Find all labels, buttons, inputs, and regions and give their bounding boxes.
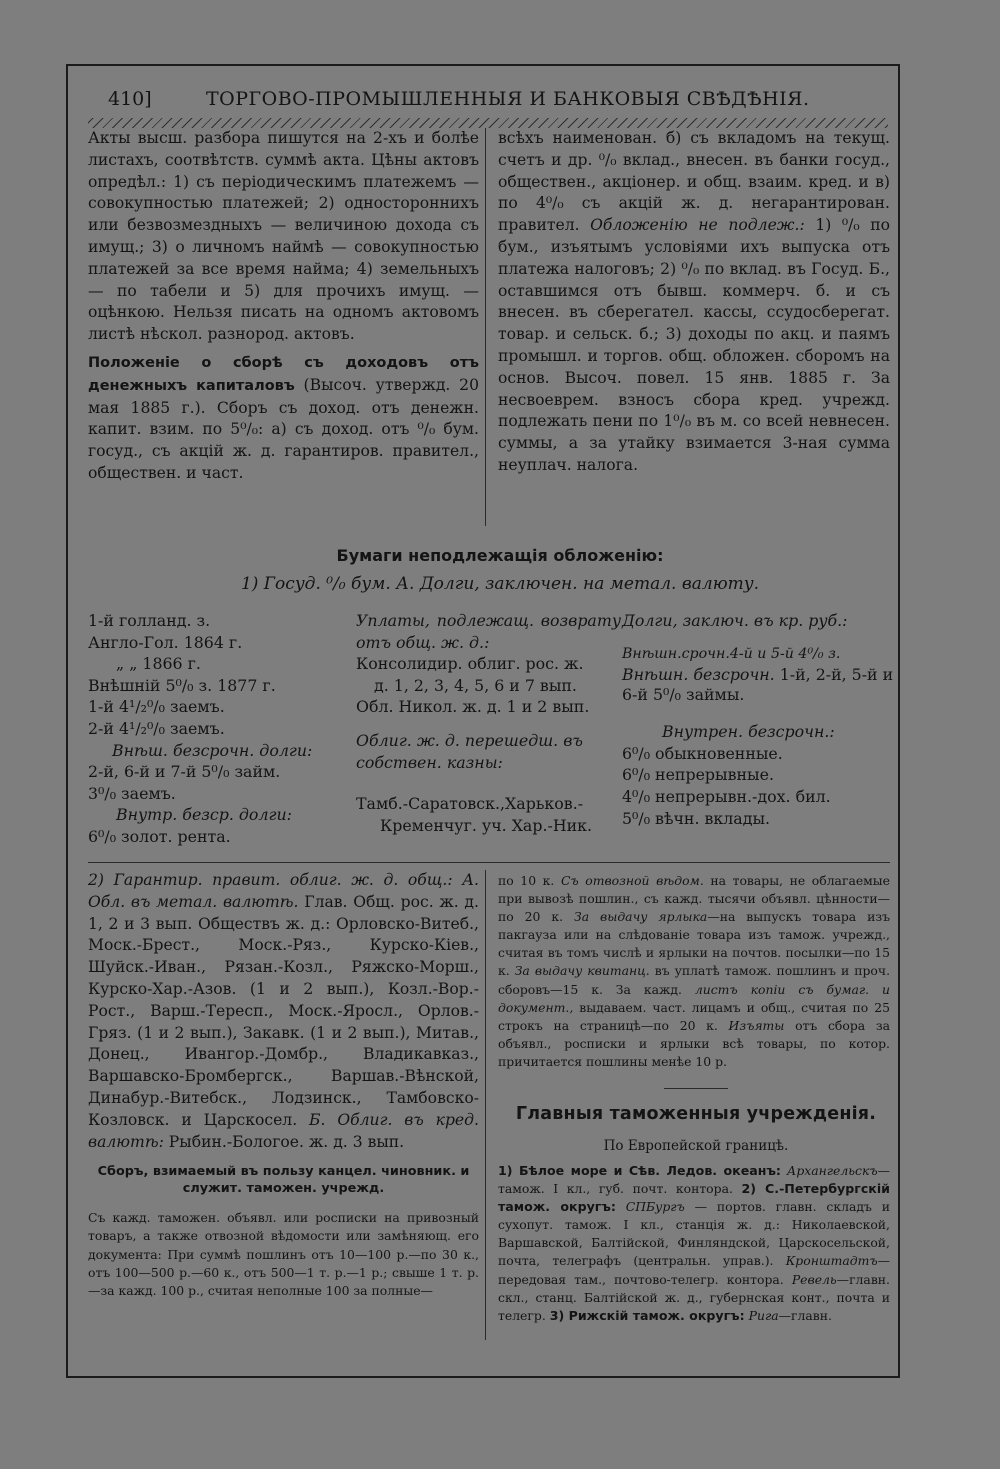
- list-item: Консолидир. облиг. рос. ж.: [356, 654, 584, 674]
- text-run: на товары, не облагаемые при вывозѣ пошлин., съ кажд. тысячи объявл. цѣнности—по 20 к.: [498, 873, 890, 925]
- list-item-text: 1-й, 2-й, 5-й и 6-й 5⁰/₀ займы.: [622, 665, 894, 705]
- text-run: въ уплатѣ тамож. пошлинъ и проч. сборовъ—15 к. За кажд.: [498, 963, 891, 997]
- list-item: 6⁰/₀ золот. рента.: [88, 826, 231, 846]
- column-divider: [485, 870, 486, 1340]
- bonds-column-1: [88, 610, 358, 848]
- section-subtitle: 1) Госуд. ⁰/₀ бум. А. Долги, заключен. на метал. валюту.: [240, 574, 760, 594]
- text-run: За выдачу квитанц.: [514, 963, 650, 979]
- text-run: Изъяты: [728, 1017, 785, 1033]
- running-title: ТОРГОВО-ПРОМЫШЛЕННЫЯ И БАНКОВЫЯ СВѢДѢНІЯ.: [206, 88, 810, 110]
- wavy-divider: [88, 118, 888, 128]
- list-item: 1-й голланд. з.: [88, 611, 211, 630]
- bonds-column-3: [622, 610, 894, 829]
- guaranteed-bonds-paragraph: [88, 870, 479, 1153]
- text-run: —главн.: [778, 1307, 832, 1323]
- list-heading: Внутр. безср. долги:: [116, 805, 292, 825]
- list-item: 1-й 4¹/₂⁰/₀ заемъ.: [88, 697, 225, 717]
- list-item: 6⁰/₀ обыкновенные.: [622, 743, 783, 763]
- section-divider: [88, 862, 890, 863]
- list-heading: Долги, заключ. въ кр. руб.:: [622, 611, 848, 630]
- list-item: Внѣшн.срочн.4-й и 5-й 4⁰/₀ з.: [622, 645, 841, 662]
- text-run: Ревель: [791, 1271, 837, 1287]
- text-run: по 10 к.: [498, 873, 561, 888]
- district-heading: 3) Рижскій тамож. округъ:: [549, 1307, 745, 1323]
- list-item: [622, 665, 894, 705]
- customs-subtitle: По Европейской границѣ.: [603, 1138, 789, 1154]
- customs-fee-heading: Сборъ, взимаемый въ пользу канцел. чиновник. и служит. таможен. учрежд.: [97, 1164, 470, 1197]
- list-item: Тамб.-Саратовск.,Харьков.-: [356, 794, 584, 814]
- exempt-heading: Обложенію не подлеж.:: [590, 216, 805, 235]
- page-header: [108, 88, 888, 114]
- credit-bonds-heading: Б. Облиг. въ кред. валютѣ:: [88, 1110, 480, 1151]
- credit-bonds-text: Рыбин.-Бологое. ж. д. 3 вып.: [163, 1132, 405, 1151]
- list-item: Англо-Гол. 1864 г.: [88, 632, 243, 652]
- district-heading: 1) Бѣлое море и Сѣв. Ледов. океанъ:: [498, 1163, 781, 1178]
- list-heading: Внутрен. безсрочн.:: [662, 722, 835, 742]
- top-right-column: [498, 128, 890, 477]
- bonds-column-2: [356, 610, 621, 836]
- guaranteed-bonds-heading: 2) Гарантир. правит. облиг. ж. д. общ.: А. Обл. въ метал. валютѣ.: [88, 871, 479, 911]
- text-run: Архангельскъ: [780, 1163, 878, 1178]
- deposits-text-b: 1) ⁰/₀ по бум., изъятымъ условіями ихъ выпуска отъ платежа налоговъ; 2) ⁰/₀ по вклад. въ Госуд. Б., оставшимся отъ бывш. коммерч. б. и съ внесен. въ сберегател. кассы, ссудосберегат. товар. и сельск. б.; 3) доходы по акц. и паямъ промышл. и торгов. общ. обложен. сборомъ на основ. Высоч. повел. 15 янв. 1885 г. За несвоеврем. взносъ сбора кред. учрежд. подлежать пени по 1⁰/₀ въ м. со всей невнесен. суммы, а за утайку взимается 3-ная сумма неуплач. налога.: [498, 216, 890, 474]
- list-item: 4⁰/₀ непрерывн.-дох. бил.: [622, 786, 831, 806]
- list-item-italic: Внѣшн. безсрочн.: [622, 665, 775, 685]
- top-left-column: [88, 128, 479, 485]
- list-item: „ „ 1866 г.: [116, 654, 201, 674]
- section-title: Бумаги неподлежащія обложенію:: [336, 546, 664, 565]
- text-run: Кронштадтъ: [785, 1253, 878, 1269]
- list-item: Внѣшній 5⁰/₀ з. 1877 г.: [88, 675, 276, 695]
- text-run: отъ сбора за объявл., росписки и ярлыки всѣ товары, по котор. причитается пошлины менѣе 10 р.: [498, 1017, 890, 1069]
- text-run: —на выпускъ товара изъ пакгауза или на слѣдованіе товара изъ тамож. учрежд., считая въ томъ числѣ и ярлыки на почтов. посылки—по 15 к.: [498, 909, 891, 979]
- bottom-left-column: [88, 870, 479, 1300]
- tax-regulation-text: (Высоч. утвержд. 20 мая 1885 г.). Сборъ съ доход. отъ денежн. капит. взим. по 5⁰/₀: а) съ доход. отъ ⁰/₀ бум. госуд., съ акцій ж. д. гарантиров. правител., обществен. и част.: [88, 375, 480, 482]
- text-run: Съ отвозной вѣдом.: [560, 873, 704, 888]
- district-heading: 2) С.-Петербургскій тамож. округъ:: [498, 1181, 890, 1215]
- list-heading: Уплаты, подлежащ. возврату отъ общ. ж. д.:: [356, 611, 621, 652]
- text-run: Рига: [744, 1307, 779, 1323]
- tax-regulation-heading: Положеніе о сборѣ съ доходовъ отъ денежныхъ капиталовъ: [88, 354, 479, 394]
- list-item: Кременчуг. уч. Хар.-Ник.: [380, 815, 593, 835]
- tax-regulation-paragraph: [88, 352, 479, 485]
- deposits-text-a: всѣхъ наименован. б) съ вкладомъ на текущ. счетъ и др. ⁰/₀ вклад., внесен. въ банки госуд., обществен., акціонер. и общ. взаим. кред. и в) по 4⁰/₀ съ акцій ж. д. негарантирован. правител.: [498, 129, 890, 235]
- list-heading: Внѣш. безсрочн. долги:: [112, 740, 313, 760]
- text-run: —главн. скл., станц. Балтійской ж. д., губернская конт., почта и телегр.: [498, 1271, 890, 1323]
- list-item: 6⁰/₀ непрерывные.: [622, 765, 774, 785]
- list-item: Обл. Никол. ж. д. 1 и 2 вып.: [356, 697, 590, 717]
- acts-paragraph: Акты высш. разбора пишутся на 2-хъ и болѣе листахъ, соотвѣтств. суммѣ акта. Цѣны актовъ опредѣл.: 1) съ періодическимъ платежемъ — совокупностью платежей; 2) односторонниxъ или безвозмездныхъ — величиною дохода съ имущ.; 3) о личномъ наймѣ — совокупностью платежей за все время найма; 4) земельныхъ — по табели и 5) для прочихъ имущ. — оцѣнкою. Нельзя писать на одномъ актовомъ листѣ нѣскол. разнород. актовъ.: [88, 129, 479, 344]
- short-divider: [664, 1088, 728, 1089]
- list-item: 2-й, 6-й и 7-й 5⁰/₀ займ.: [88, 762, 281, 782]
- list-heading: Облиг. ж. д. перешедш. въ собствен. казны:: [356, 730, 583, 772]
- customs-list: [498, 1162, 890, 1325]
- fees-continued-paragraph: [498, 872, 890, 1071]
- text-run: За выдачу ярлыка: [573, 909, 708, 925]
- customs-fee-text: Съ кажд. таможен. объявл. или росписки на привозный товаръ, а также отвозной вѣдомости или замѣняющ. его документа: При суммѣ пошлинъ отъ 10—100 р.—по 30 к., отъ 100—500 р.—60 к., отъ 500—1 т. р.—1 р.; свыше 1 т. р.—за кажд. 100 р., считая неполные 100 за полные—: [88, 1210, 479, 1298]
- deposits-paragraph: [498, 128, 890, 477]
- page-number: 410]: [108, 88, 152, 110]
- text-run: — портов. главн. складъ и сухопут. тамож. I кл., станція ж. д.: Николаевской, Варшавской, Балтійской, Финляндской, Царскосельской, почта, телеграфъ (центральн. управ.).: [498, 1199, 890, 1269]
- guaranteed-bonds-text: Глав. Общ. рос. ж. д. 1, 2 и 3 вып. Обществъ ж. д.: Орловско-Витеб., Моск.-Брест., Моск.-Ряз., Курско-Кіев., Шуйск.-Иван., Рязан.-Козл., Ряжско-Морш., Курско-Хар.-Азов. (1 и 2 вып.), Козл.-Вор.-Рост., Варш.-Тересп., Моск.-Яросл., Орлов.-Гряз. (1 и 2 вып.), Закавк. (1 и 2 вып.), Митав., Донец., Ивангор.-Домбр., Владикавказ., Варшавско-Бромбергск., Варшав.-Вѣнской, Динабур.-Витебск., Лодзинск., Тамбовско-Козловск. и Царскосел.: [88, 892, 479, 1129]
- text-run: листъ копіи съ бумаг. и документ.,: [498, 981, 890, 1015]
- list-item: д. 1, 2, 3, 4, 5, 6 и 7 вып.: [374, 675, 577, 695]
- customs-title: Главныя таможенныя учрежденія.: [515, 1104, 877, 1124]
- customs-entries: [498, 1162, 890, 1325]
- text-run: выдаваем. част. лицамъ и общ., считая по 25 строкъ на страницѣ—по 20 к.: [498, 999, 890, 1033]
- text-run: —тамож. I кл., губ. почт. контора.: [498, 1163, 890, 1197]
- list-item: 2-й 4¹/₂⁰/₀ заемъ.: [88, 718, 225, 738]
- list-item: 5⁰/₀ вѣчн. вклады.: [622, 808, 771, 828]
- column-divider: [485, 128, 486, 526]
- bottom-right-column: [498, 872, 890, 1071]
- text-run: —передовая там., почтово-телегр. контора.: [498, 1253, 890, 1287]
- text-run: СПБургъ: [615, 1199, 685, 1215]
- list-item: 3⁰/₀ заемъ.: [88, 783, 176, 803]
